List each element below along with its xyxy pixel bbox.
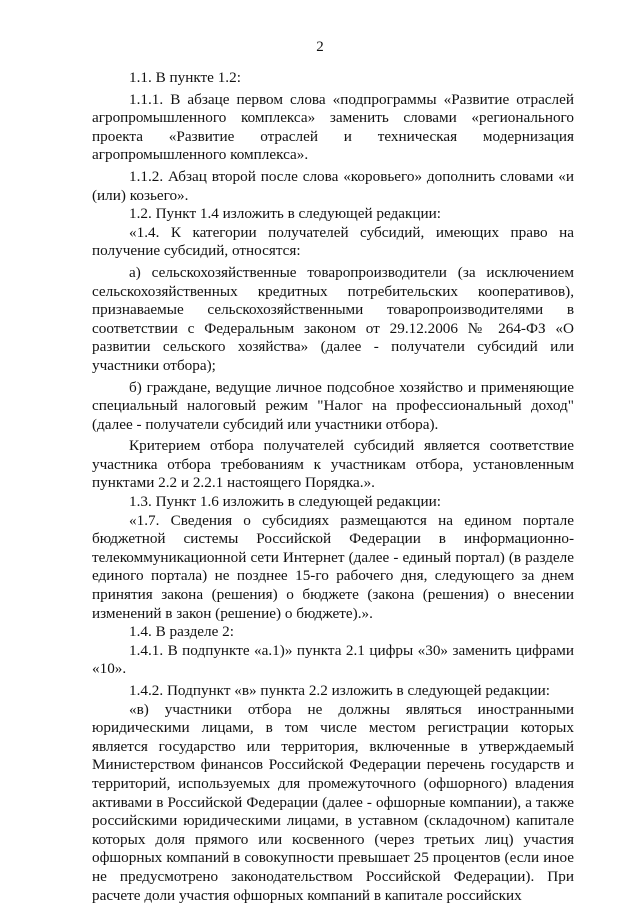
paragraph-1-2: 1.2. Пункт 1.4 изложить в следующей редакции: [129,205,442,223]
paragraph-1-4-a: а) сельскохозяйственные товаропроизводители (за исключением сельскохозяйственных кредитных потребительских кооперативов), признаваемые сельскохозяйственными товаропроизводителями в соответствии с Федеральным законом от 29.12.2006 № 264-ФЗ «О развитии сельского хозяйства» (далее - получатели субсидий или участники отбора); [92,263,574,374]
paragraph-1-4-b: б) граждане, ведущие личное подсобное хозяйство и применяющие специальный налоговый режим "Налог на профессиональный доход" (далее - получатели субсидий или участники отбора). [92,378,574,433]
paragraph-1-4-2: 1.4.2. Подпункт «в» пункта 2.2 изложить в следующей редакции: [129,682,550,699]
paragraph-subpoint-v: «в) участники отбора не должны являться иностранными юридическими лицами, в том числе местом регистрации которых является государство или территория, включенные в утверждаемый Министерством финансов Российской Федерации перечень государств и территорий, используемых для промежуточного (офшорного) владения активами в Российской Федерации (далее - офшорные компании), а также российскими юридическими лицами, в уставном (складочном) капитале которых доля прямого или косвенного (через третьих лиц) участия офшорных компаний в совокупности превышает 25 процентов (если иное не предусмотрено законодательством Российской Федерации). При расчете доли участия офшорных компаний в капитале российских [92,700,574,904]
paragraph-1-1-2: 1.1.2. Абзац второй после слова «коровьего» дополнить словами «и (или) козьего». [92,167,574,204]
paragraph-1-4-1: 1.4.1. В подпункте «а.1)» пункта 2.1 цифры «30» заменить цифрами «10». [92,641,574,678]
paragraph-criterion: Критерием отбора получателей субсидий является соответствие участника отбора требованиям к участникам отбора, установленным пунктами 2.2 и 2.2.1 настоящего Порядка.». [92,437,574,492]
paragraph-1-1: 1.1. В пункте 1.2: [129,69,241,86]
paragraph-1-3: 1.3. Пункт 1.6 изложить в следующей редакции: [129,493,442,511]
paragraph-1-7: «1.7. Сведения о субсидиях размещаются на едином портале бюджетной системы Российской Федерации в информационно-телекоммуникационной сети Интернет (далее - единый портал) (в разделе единого портала) не позднее 15-го рабочего дня, следующего за днем принятия закона (решения) о бюджете (закона (решения) о внесении изменений в закон (решение) о бюджете).». [92,511,574,622]
paragraph-1-4-section: 1.4. В разделе 2: [129,623,234,641]
paragraph-1-4-intro: «1.4. К категории получателей субсидий, имеющих право на получение субсидий, относятся: [92,223,574,260]
document-body [92,69,574,905]
paragraph-1-1-1: 1.1.1. В абзаце первом слова «подпрограммы «Развитие отраслей агропромышленного комплекса» заменить словами «регионального проекта «Развитие отраслей и техническая модернизация агропромышленного комплекса». [92,90,574,164]
page-number: 2 [316,39,324,55]
